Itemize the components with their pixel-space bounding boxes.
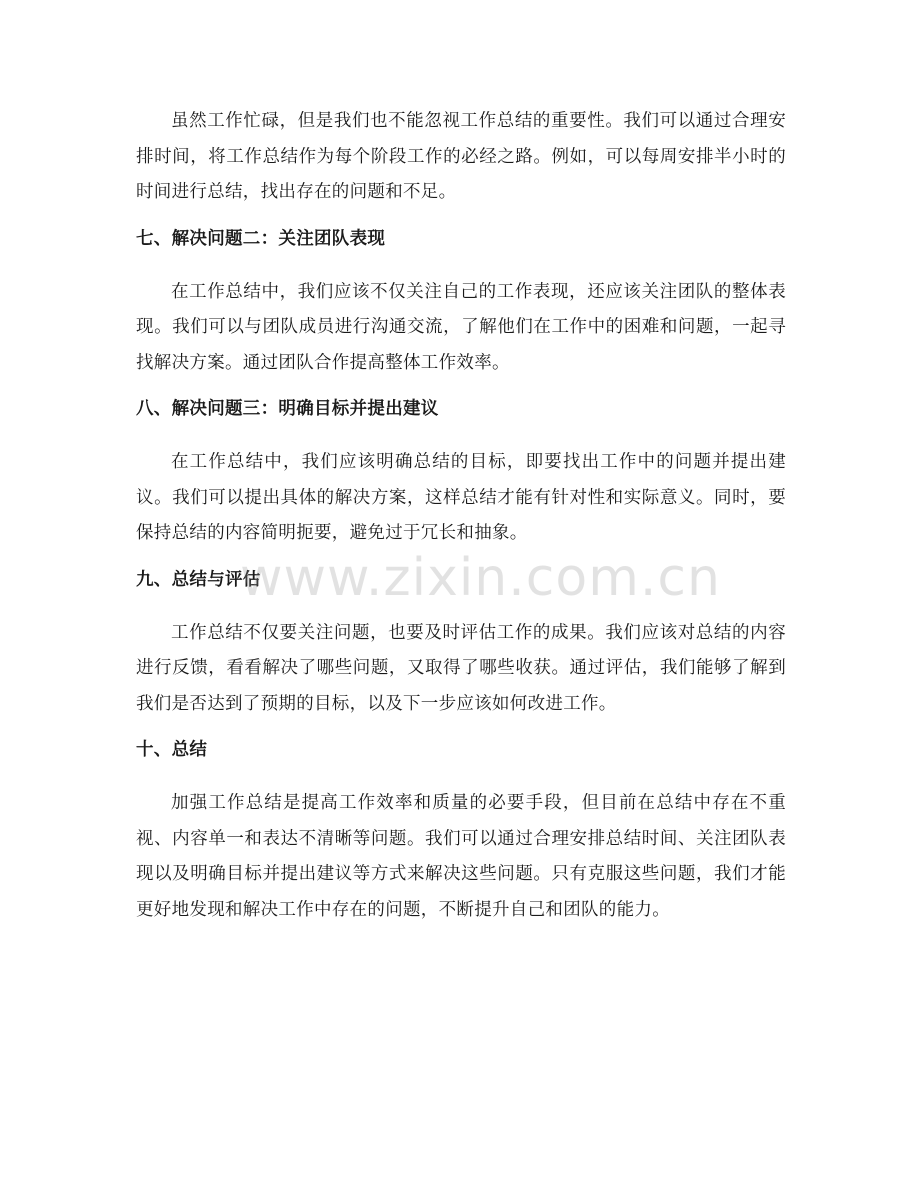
section-heading-7: 七、解决问题二：关注团队表现: [136, 228, 386, 249]
watermark-text: www.zixin.com.cn: [240, 548, 721, 608]
section-heading-8: 八、解决问题三：明确目标并提出建议: [136, 399, 439, 419]
paragraph-section-8: 在工作总结中，我们应该明确总结的目标，即要找出工作中的问题并提出建议。我们可以提出具体的解决方案，这样总结才能有针对性和实际意义。同时，要保持总结的内容简明扼要，避免过于冗长和抽象。: [136, 452, 786, 543]
paragraph-section-7: 在工作总结中，我们应该不仅关注自己的工作表现，还应该关注团队的整体表现。我们可以与团队成员进行沟通交流，了解他们在工作中的困难和问题，一起寻找解决方案。通过团队合作提高整体工作效率。: [136, 281, 786, 373]
section-heading-10: 十、总结: [136, 740, 208, 760]
paragraph-section-10: 加强工作总结是提高工作效率和质量的必要手段，但目前在总结中存在不重视、内容单一和表达不清晰等问题。我们可以通过合理安排总结时间、关注团队表现以及明确目标并提出建议等方式来解决这些问题。只有克服这些问题，我们才能更好地发现和解决工作中存在的问题，不断提升自己和团队的能力。: [136, 793, 786, 920]
paragraph-intro: 虽然工作忙碌，但是我们也不能忽视工作总结的重要性。我们可以通过合理安排时间，将工作总结作为每个阶段工作的必经之路。例如，可以每周安排半小时的时间进行总结，找出存在的问题和不足。: [136, 111, 786, 202]
paragraph-section-9: 工作总结不仅要关注问题，也要及时评估工作的成果。我们应该对总结的内容进行反馈，看看解决了哪些问题，又取得了哪些收获。通过评估，我们能够了解到我们是否达到了预期的目标，以及下一步应该如何改进工作。: [136, 622, 786, 714]
section-heading-9: 九、总结与评估: [136, 569, 261, 590]
document-body: [136, 104, 786, 942]
